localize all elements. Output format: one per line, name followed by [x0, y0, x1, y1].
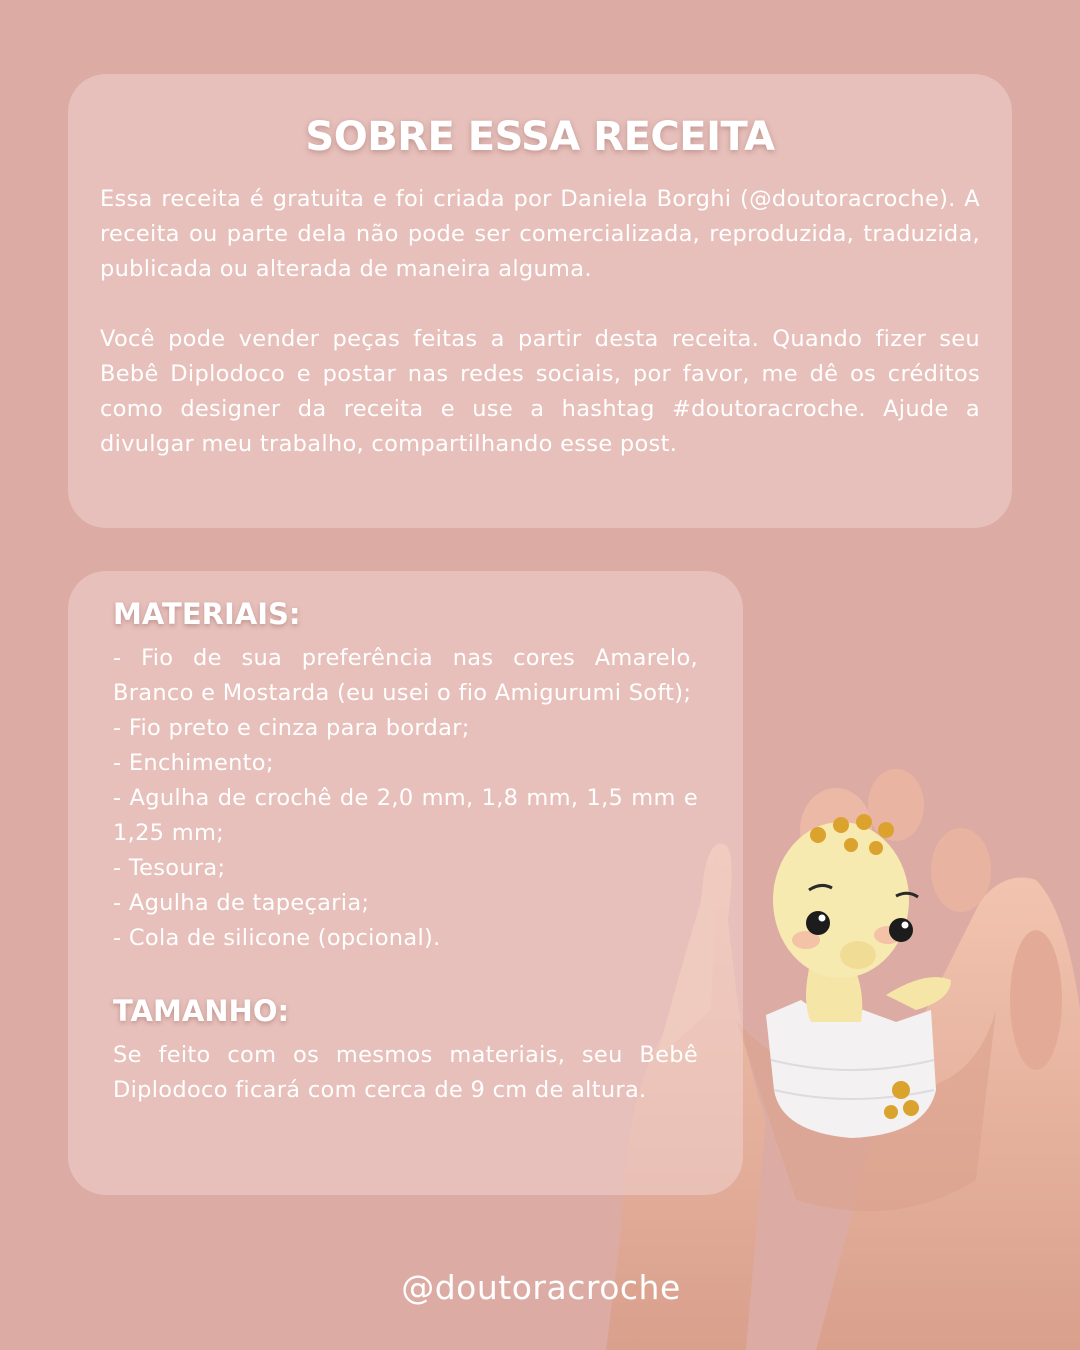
size-heading: TAMANHO: [113, 994, 290, 1028]
materials-item: - Fio preto e cinza para bordar; [113, 715, 470, 741]
about-card [68, 74, 1012, 528]
materials-card [68, 571, 743, 1195]
materials-item: - Agulha de crochê de 2,0 mm, 1,8 mm, 1,5 mm e 1,25 mm; [113, 785, 698, 846]
materials-item: - Agulha de tapeçaria; [113, 890, 370, 916]
materials-item: - Enchimento; [113, 750, 274, 776]
materials-list [113, 641, 698, 956]
materials-item: - Tesoura; [113, 855, 226, 881]
size-text: Se feito com os mesmos materiais, seu Bebê Diplodoco ficará com cerca de 9 cm de altura. [113, 1042, 698, 1103]
about-paragraph-2: Você pode vender peças feitas a partir desta receita. Quando fizer seu Bebê Diplodoco e postar nas redes sociais, por favor, me dê os créditos como designer da receita e use a hashtag #doutoracroche. Ajude a divulgar meu trabalho, compartilhando esse post. [100, 326, 980, 457]
materials-item: - Fio de sua preferência nas cores Amarelo, Branco e Mostarda (eu usei o fio Amigurumi Soft); [113, 645, 698, 706]
about-title: SOBRE ESSA RECEITA [305, 114, 775, 160]
instagram-handle: @doutoracroche [401, 1268, 681, 1307]
about-paragraph-1: Essa receita é gratuita e foi criada por Daniela Borghi (@doutoracroche). A receita ou parte dela não pode ser comercializada, reproduzida, traduzida, publicada ou alterada de maneira alguma. [100, 186, 980, 282]
materials-item: - Cola de silicone (opcional). [113, 925, 441, 951]
materials-heading: MATERIAIS: [113, 597, 301, 631]
